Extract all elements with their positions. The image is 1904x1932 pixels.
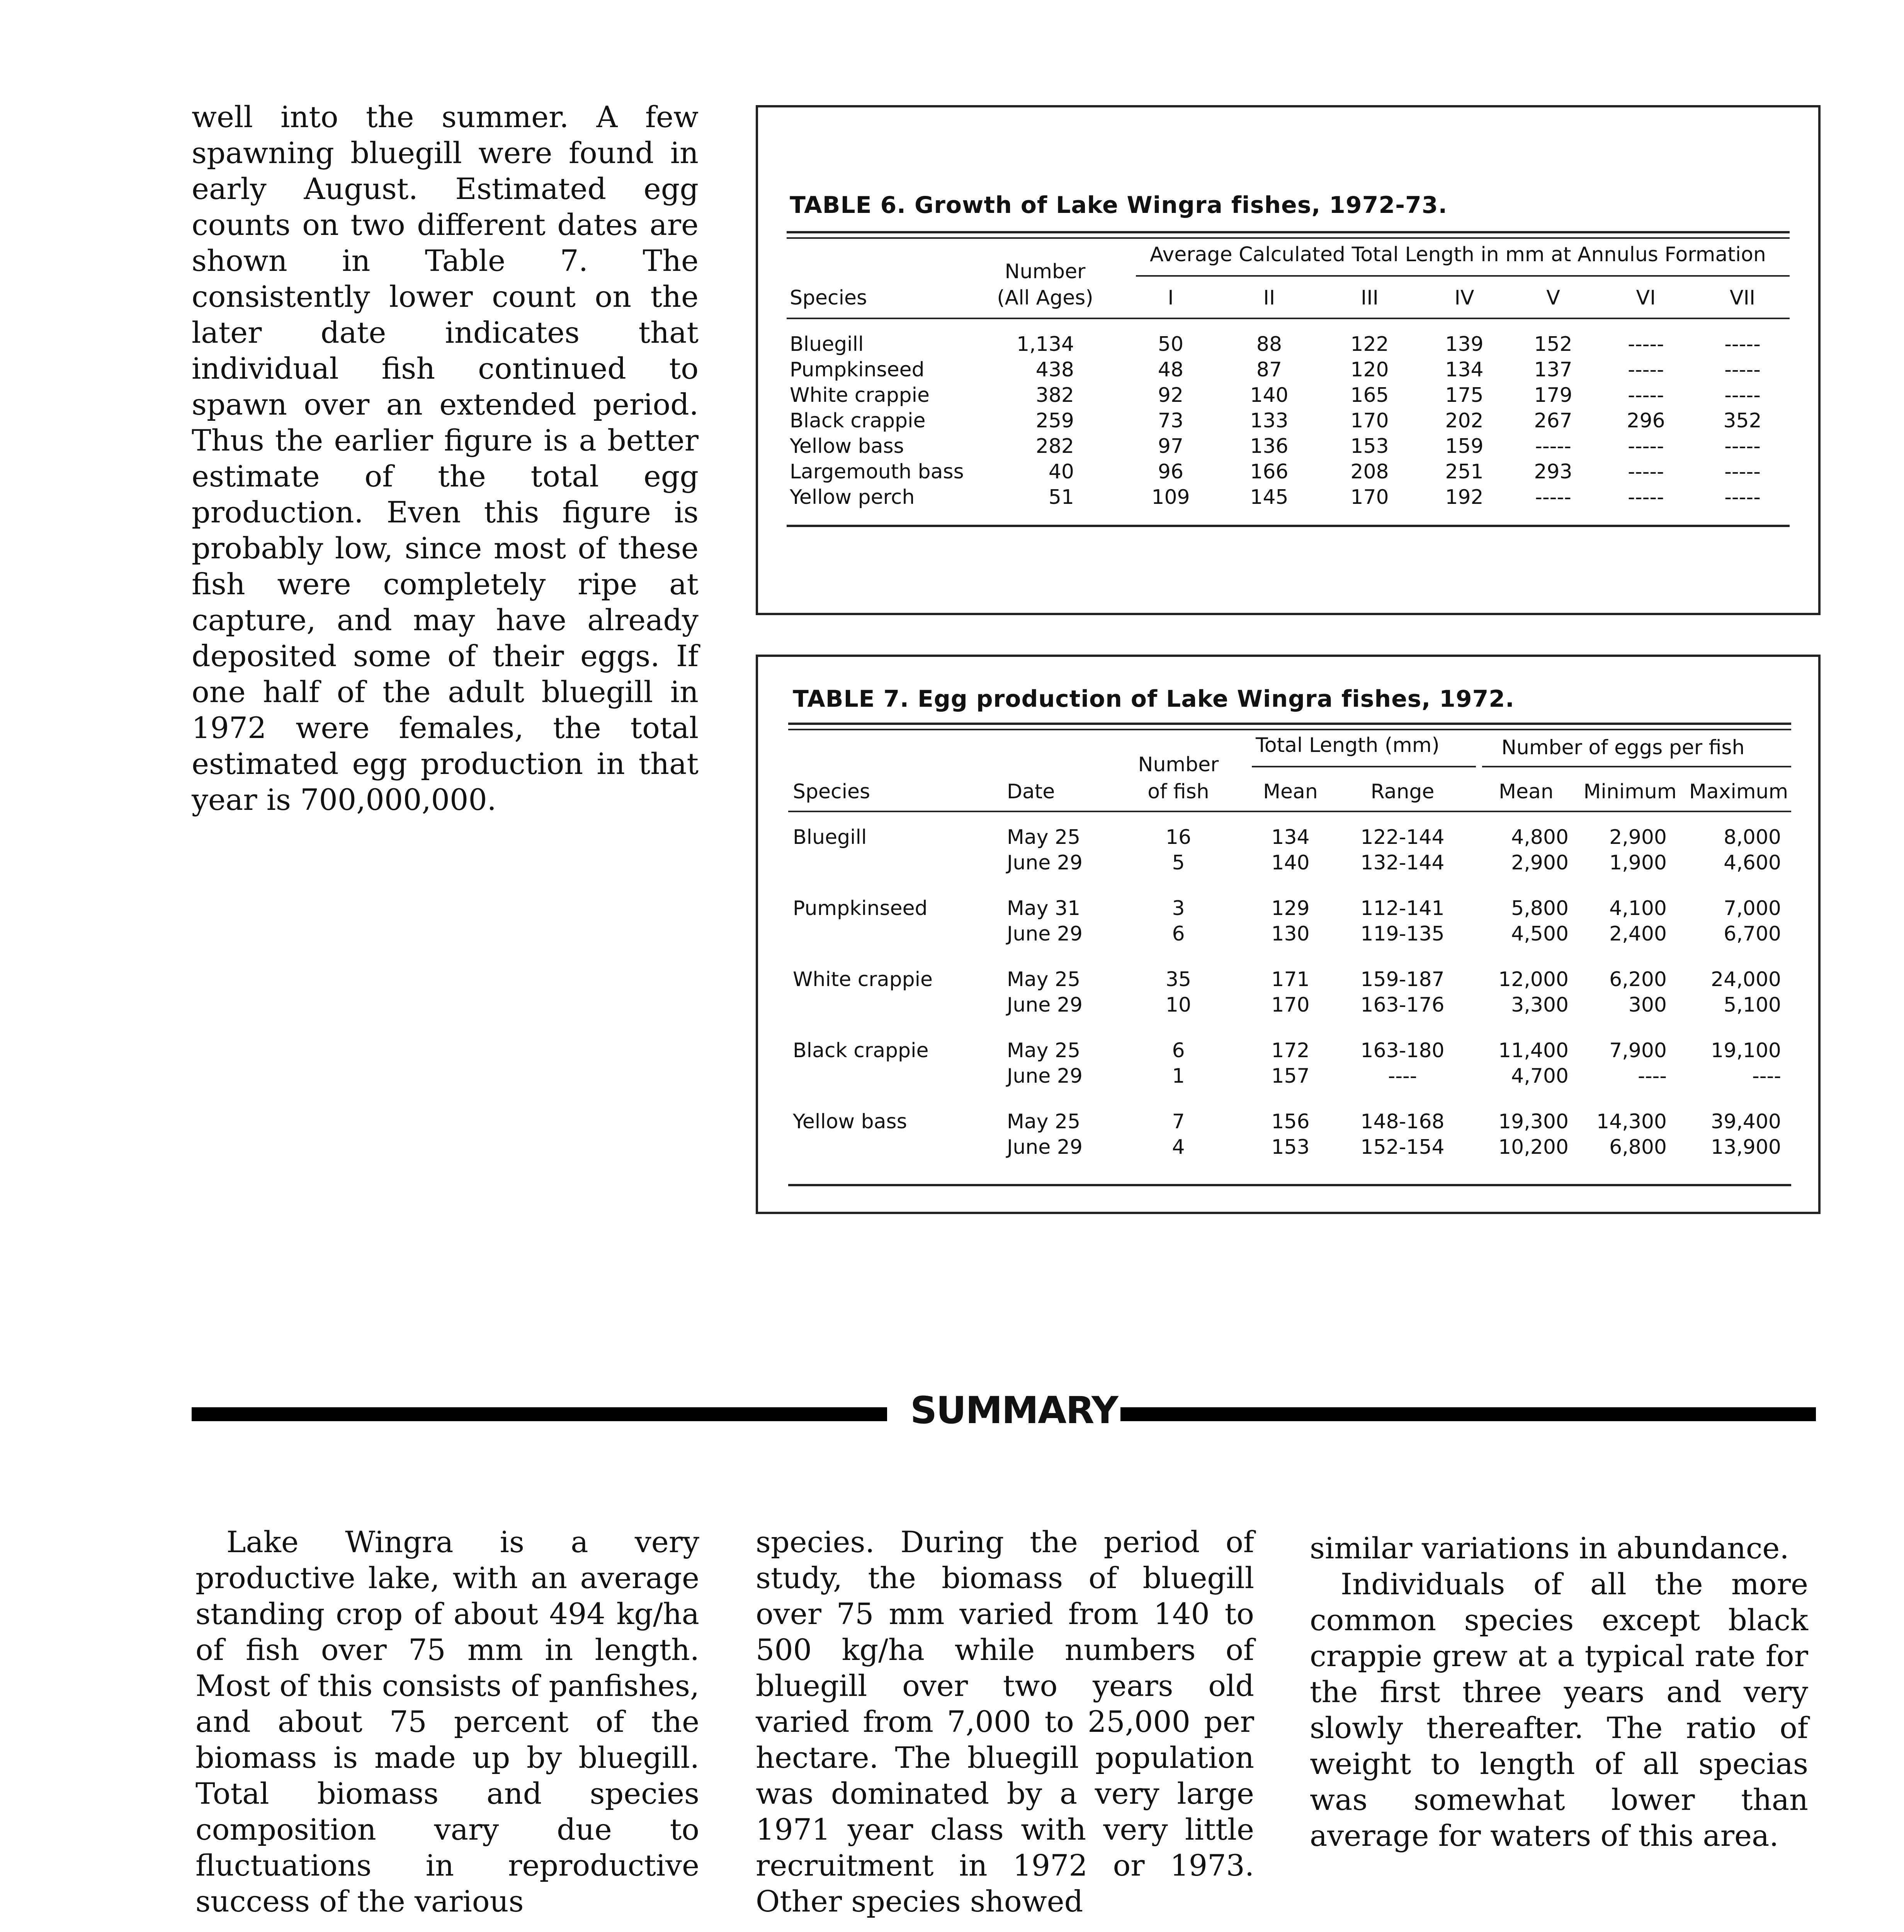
table7-mean: 170	[1271, 993, 1310, 1017]
table7-n: 10	[1165, 993, 1192, 1017]
table6-value: 73	[1158, 409, 1184, 432]
table7-range: 148-168	[1360, 1110, 1445, 1133]
table6-value: 165	[1350, 384, 1389, 407]
table7-species: Black crappie	[793, 1039, 929, 1062]
table6-value: 267	[1534, 409, 1572, 432]
table7-min: 4,100	[1609, 897, 1667, 920]
table7-emean: 11,400	[1498, 1039, 1569, 1062]
summary-bar-left	[192, 1407, 887, 1421]
table6-value: 153	[1350, 435, 1389, 458]
table6-species: Yellow bass	[790, 435, 904, 458]
table6-value: -----	[1628, 384, 1664, 407]
table7-mean: 172	[1271, 1039, 1310, 1062]
table7-range: 132-144	[1360, 851, 1445, 874]
table7-max: 24,000	[1711, 968, 1781, 991]
table6-value: 170	[1350, 409, 1389, 432]
table6-value: -----	[1628, 358, 1664, 381]
table6-value: 293	[1534, 460, 1572, 483]
table7-species: Pumpkinseed	[793, 897, 928, 920]
table6-value: 87	[1256, 358, 1282, 381]
table6-number: 40	[1048, 460, 1074, 483]
table6-col-species: Species	[790, 286, 867, 310]
table7-max: 5,100	[1724, 993, 1781, 1017]
table7-emean: 5,800	[1511, 897, 1569, 920]
table6-value: 50	[1158, 333, 1184, 356]
table6-annulus-VI: VI	[1636, 286, 1656, 310]
table7-mean: 157	[1271, 1065, 1310, 1088]
table7-range: 122-144	[1360, 826, 1445, 849]
table6-value: -----	[1724, 384, 1761, 407]
table7-top-rule	[788, 723, 1791, 725]
table7-range: ----	[1388, 1065, 1417, 1088]
summary-col3b: Individuals of all the more common species except black crappie grew at a typical rate for the first three years and very slowly thereafter. The ratio of weight to length of all specias was somewhat lower than average for waters of this area.	[1310, 1567, 1808, 1853]
table7-date: May 25	[1007, 968, 1081, 991]
table7-min: 300	[1628, 993, 1667, 1017]
table7-emean: 4,500	[1511, 922, 1569, 946]
table7-col-number-2: of fish	[1148, 780, 1209, 803]
table7-date: June 29	[1007, 993, 1083, 1017]
table7-max: 19,100	[1711, 1039, 1781, 1062]
summary-col2: species. During the period of study, the biomass of bluegill over 75 mm varied from 140 to 500 kg/ha while numbers of bluegill over two years old varied from 7,000 to 25,000 per hectare. The bluegill population was dominated by a very large 1971 year class with very little recruitment in 1972 or 1973. Other species showed	[756, 1525, 1254, 1918]
table6-value: 133	[1250, 409, 1289, 432]
table6-span-rule	[1136, 275, 1790, 277]
table7-n: 35	[1165, 968, 1192, 991]
table7-col-number-1: Number	[1138, 753, 1219, 776]
table7-species: Yellow bass	[793, 1110, 907, 1133]
table6-number: 382	[1035, 384, 1074, 407]
table6-value: 120	[1350, 358, 1389, 381]
table6-value: -----	[1724, 460, 1761, 483]
table6-value: 152	[1534, 333, 1572, 356]
table6-top-rule	[787, 231, 1790, 233]
table7-emean: 10,200	[1498, 1136, 1569, 1159]
table6-value: 208	[1350, 460, 1389, 483]
table6-species: Bluegill	[790, 333, 864, 356]
table6-col-number-2: (All Ages)	[997, 286, 1093, 310]
table7-mean: 130	[1271, 922, 1310, 946]
table7-col-date: Date	[1007, 780, 1055, 803]
table6-number: 438	[1035, 358, 1074, 381]
table7-max: 6,700	[1724, 922, 1781, 946]
table7-col-species: Species	[793, 780, 870, 803]
table7-n: 3	[1172, 897, 1185, 920]
table7-emean: 4,700	[1511, 1065, 1569, 1088]
table6-value: -----	[1535, 486, 1571, 509]
table7-col-range: Range	[1370, 780, 1435, 803]
table6-value: 192	[1445, 486, 1484, 509]
table6-value: 140	[1250, 384, 1289, 407]
table6-header-rule	[787, 318, 1790, 319]
table6-col-number-1: Number	[1005, 260, 1086, 283]
table6-value: 136	[1250, 435, 1289, 458]
table6-value: 109	[1151, 486, 1190, 509]
table7-col-min: Minimum	[1583, 780, 1677, 803]
table7-date: May 25	[1007, 1110, 1081, 1133]
table7-range: 152-154	[1360, 1136, 1445, 1159]
table7-min: 6,200	[1609, 968, 1667, 991]
table6-species: Pumpkinseed	[790, 358, 925, 381]
table6-value: 251	[1445, 460, 1484, 483]
table7-bottom-rule	[788, 1184, 1791, 1186]
table6-value: -----	[1535, 435, 1571, 458]
table7-mean: 171	[1271, 968, 1310, 991]
table7-max: 7,000	[1724, 897, 1781, 920]
table7-n: 6	[1172, 1039, 1185, 1062]
table7-col-mean: Mean	[1263, 780, 1318, 803]
table7-length-rule	[1252, 766, 1476, 767]
table6-top-rule-2	[787, 237, 1790, 239]
table7-species: Bluegill	[793, 826, 867, 849]
table7-min: 7,900	[1609, 1039, 1667, 1062]
table7-max: 13,900	[1711, 1136, 1781, 1159]
table7-range: 159-187	[1360, 968, 1445, 991]
table6-value: 170	[1350, 486, 1389, 509]
table7-emean: 2,900	[1511, 851, 1569, 874]
table7-date: June 29	[1007, 1136, 1083, 1159]
table6-value: -----	[1628, 486, 1664, 509]
table7-mean: 156	[1271, 1110, 1310, 1133]
table7-header-rule	[788, 811, 1791, 812]
table7-date: May 25	[1007, 826, 1081, 849]
table7-emean: 3,300	[1511, 993, 1569, 1017]
table6-value: 145	[1250, 486, 1289, 509]
summary-bar-right	[1120, 1407, 1816, 1421]
table6-value: -----	[1724, 333, 1761, 356]
table7-group-length: Total Length (mm)	[1256, 734, 1440, 757]
table6-value: 134	[1445, 358, 1484, 381]
table6-value: 296	[1627, 409, 1665, 432]
table6-title: TABLE 6. Growth of Lake Wingra fishes, 1972-73.	[790, 192, 1448, 219]
table7-title: TABLE 7. Egg production of Lake Wingra fishes, 1972.	[793, 685, 1515, 713]
table7-min: 14,300	[1596, 1110, 1667, 1133]
table7-mean: 134	[1271, 826, 1310, 849]
table6-value: -----	[1628, 333, 1664, 356]
table7-min: 1,900	[1609, 851, 1667, 874]
table6-value: -----	[1724, 435, 1761, 458]
table7-n: 16	[1165, 826, 1192, 849]
table6-number: 1,134	[1017, 333, 1074, 356]
table7-emean: 4,800	[1511, 826, 1569, 849]
table6-bottom-rule	[787, 525, 1790, 527]
table7-date: June 29	[1007, 922, 1083, 946]
table6-annulus-I: I	[1168, 286, 1174, 310]
table7-group-eggs: Number of eggs per fish	[1501, 736, 1745, 759]
table6-value: 202	[1445, 409, 1484, 432]
intro-paragraph: well into the summer. A few spawning bluegill were found in early August. Estimated egg counts on two different dates are shown in Table 7. The consistently lower count on the later date indicates that individual fish continued to spawn over an extended period. Thus the earlier figure is a better estimate of the total egg production. Even this figure is probably low, since most of these fish were completely ripe at capture, and may have already deposited some of their eggs. If one half of the adult bluegill in 1972 were females, the total estimated egg production in that year is 700,000,000.	[192, 100, 699, 817]
table6-annulus-VII: VII	[1729, 286, 1756, 310]
table7-mean: 140	[1271, 851, 1310, 874]
table7-max: 39,400	[1711, 1110, 1781, 1133]
table7-range: 163-180	[1360, 1039, 1445, 1062]
table7-mean: 129	[1271, 897, 1310, 920]
table7-max: 4,600	[1724, 851, 1781, 874]
table6-number: 282	[1035, 435, 1074, 458]
table7-emean: 19,300	[1498, 1110, 1569, 1133]
summary-col3a: similar variations in abundance.	[1310, 1531, 1789, 1565]
table7-n: 6	[1172, 922, 1185, 946]
table6-header-span: Average Calculated Total Length in mm at Annulus Formation	[1150, 243, 1766, 266]
table6-number: 51	[1048, 486, 1074, 509]
table6-value: -----	[1724, 486, 1761, 509]
table7-date: June 29	[1007, 1065, 1083, 1088]
table6-species: Yellow perch	[790, 486, 915, 509]
table6-value: 122	[1350, 333, 1389, 356]
table6-annulus-III: III	[1360, 286, 1379, 310]
table6-value: 166	[1250, 460, 1289, 483]
table6-value: 88	[1256, 333, 1282, 356]
table6-value: -----	[1724, 358, 1761, 381]
table7-n: 4	[1172, 1136, 1185, 1159]
table6-value: 137	[1534, 358, 1572, 381]
table7-min: 6,800	[1609, 1136, 1667, 1159]
table6-species: White crappie	[790, 384, 930, 407]
table7-min: 2,400	[1609, 922, 1667, 946]
table6-value: -----	[1628, 435, 1664, 458]
table7-range: 119-135	[1360, 922, 1445, 946]
table6-species: Largemouth bass	[790, 460, 964, 483]
table6-annulus-II: II	[1263, 286, 1275, 310]
table6-value: 352	[1723, 409, 1762, 432]
table7-max: ----	[1752, 1065, 1781, 1088]
table7-n: 5	[1172, 851, 1185, 874]
table6-value: 175	[1445, 384, 1484, 407]
table6-species: Black crappie	[790, 409, 926, 432]
table7-min: ----	[1637, 1065, 1667, 1088]
table7-species: White crappie	[793, 968, 933, 991]
table6-value: 48	[1158, 358, 1184, 381]
table7-mean: 153	[1271, 1136, 1310, 1159]
summary-heading: SUMMARY	[910, 1389, 1118, 1432]
table6-value: 159	[1445, 435, 1484, 458]
table7-eggs-rule	[1482, 766, 1791, 767]
table7-date: May 31	[1007, 897, 1081, 920]
table6-annulus-IV: IV	[1454, 286, 1474, 310]
table7-top-rule-2	[788, 729, 1791, 730]
table7-date: May 25	[1007, 1039, 1081, 1062]
table6-value: 92	[1158, 384, 1184, 407]
table7-col-egg-mean: Mean	[1499, 780, 1554, 803]
table6-value: 97	[1158, 435, 1184, 458]
table7-emean: 12,000	[1498, 968, 1569, 991]
table7-n: 7	[1172, 1110, 1185, 1133]
table7-col-max: Maximum	[1689, 780, 1788, 803]
table7-range: 112-141	[1360, 897, 1445, 920]
table7-max: 8,000	[1724, 826, 1781, 849]
table7-range: 163-176	[1360, 993, 1445, 1017]
table6-value: -----	[1628, 460, 1664, 483]
table6-value: 96	[1158, 460, 1184, 483]
summary-col1: Lake Wingra is a very productive lake, with an average standing crop of about 494 kg/ha of fish over 75 mm in length. Most of this consists of panfishes, and about 75 percent of the biomass is made up by bluegill. Total biomass and species composition vary due to fluctuations in reproductive success of the various	[196, 1525, 699, 1918]
table6-annulus-V: V	[1546, 286, 1560, 310]
table6-value: 179	[1534, 384, 1572, 407]
table7-n: 1	[1172, 1065, 1185, 1088]
table6-number: 259	[1035, 409, 1074, 432]
table7-date: June 29	[1007, 851, 1083, 874]
table7-min: 2,900	[1609, 826, 1667, 849]
table6-value: 139	[1445, 333, 1484, 356]
